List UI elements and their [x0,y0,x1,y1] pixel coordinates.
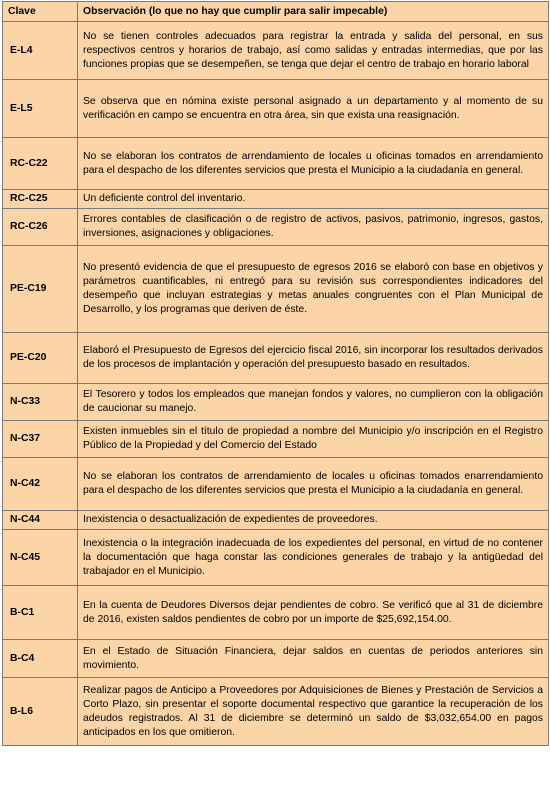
row-observation: El Tesorero y todos los empleados que manejan fondos y valores, no cumplieron con la obligación de caucionar su manejo. [78,384,549,421]
row-code: RC-C26 [3,209,78,246]
row-observation: No se elaboran los contratos de arrendamiento de locales u oficinas tomados enarrendamiento para el despacho de los diferentes servicios que presta el Municipio a la ciudadanía en general. [78,458,549,511]
table-row [3,511,549,530]
row-code: B-L6 [3,678,78,746]
row-code: RC-C25 [3,190,78,209]
table-row [3,384,549,421]
table-row [3,678,549,746]
row-observation: En la cuenta de Deudores Diversos dejar pendientes de cobro. Se verificó que al 31 de diciembre de 2016, existen saldos pendientes de cobro por un importe de $25,692,154.00. [78,586,549,640]
row-observation: Un deficiente control del inventario. [78,190,549,209]
row-code: N-C45 [3,530,78,586]
table-header-row [3,2,549,22]
table-row [3,421,549,458]
row-observation: Elaboró el Presupuesto de Egresos del ejercicio fiscal 2016, sin incorporar los resultados derivados de los procesos de implantación y operación del presupuesto basado en resultados. [78,333,549,384]
row-observation: Inexistencia o desactualización de expedientes de proveedores. [78,511,549,530]
row-code: N-C42 [3,458,78,511]
column-header-observacion: Observación (lo que no hay que cumplir para salir impecable) [78,2,549,22]
row-code: RC-C22 [3,138,78,190]
row-code: N-C33 [3,384,78,421]
row-observation: Existen inmuebles sin el título de propiedad a nombre del Municipio y/o inscripción en el Registro Público de la Propiedad y del Comercio del Estado [78,421,549,458]
table-row [3,586,549,640]
table-row [3,22,549,80]
row-code: N-C37 [3,421,78,458]
row-observation: Inexistencia o la integración inadecuada de los expedientes del personal, en virtud de no contener la documentación que haga constar las condiciones generales de trabajo y la antigüedad del trabajador en el Municipio. [78,530,549,586]
column-header-clave: Clave [3,2,78,22]
row-observation: En el Estado de Situación Financiera, dejar saldos en cuentas de periodos anteriores sin movimiento. [78,640,549,678]
row-observation: Se observa que en nómina existe personal asignado a un departamento y al momento de su verificación en campo se encuentra en otra área, sin que exista una reasignación. [78,80,549,138]
table-row [3,190,549,209]
row-code: N-C44 [3,511,78,530]
row-code: B-C1 [3,586,78,640]
table-row [3,80,549,138]
row-observation: No se elaboran los contratos de arrendamiento de locales u oficinas tomados en arrendamiento para el despacho de los diferentes servicios que presta el Municipio a la ciudadanía en general. [78,138,549,190]
row-code: PE-C20 [3,333,78,384]
table-row [3,530,549,586]
observations-table [2,1,549,746]
row-code: E-L4 [3,22,78,80]
row-observation: Realizar pagos de Anticipo a Proveedores por Adquisiciones de Bienes y Prestación de Servicios a Corto Plazo, sin presentar el soporte documental respectivo que garantice la recuperación de los adeudos registrados. Al 31 de diciembre se determinó un saldo de $3,032,654.00 en pagos anticipados en los que omitieron. [78,678,549,746]
row-code: E-L5 [3,80,78,138]
row-observation: Errores contables de clasificación o de registro de activos, pasivos, patrimonio, ingresos, gastos, inversiones, asignaciones y obligaciones. [78,209,549,246]
table-row [3,640,549,678]
row-observation: No presentó evidencia de que el presupuesto de egresos 2016 se elaboró con base en objetivos y parámetros cuantificables, ni entregó para su revisión sus correspondientes indicadores del desempeño que incluyan estrategias y metas anuales congruentes con el Plan Municipal de Desarrollo, y los programas que deriven de éste. [78,246,549,333]
row-code: PE-C19 [3,246,78,333]
row-observation: No se tienen controles adecuados para registrar la entrada y salida del personal, en sus respectivos centros y horarios de trabajo, así como salidas y entradas intermedias, que por las funciones propias que se desempeñen, se tenga que dejar el centro de trabajo en horario laboral [78,22,549,80]
row-code: B-C4 [3,640,78,678]
table-row [3,246,549,333]
table-row [3,458,549,511]
table-row [3,209,549,246]
table-row [3,138,549,190]
table-row [3,333,549,384]
